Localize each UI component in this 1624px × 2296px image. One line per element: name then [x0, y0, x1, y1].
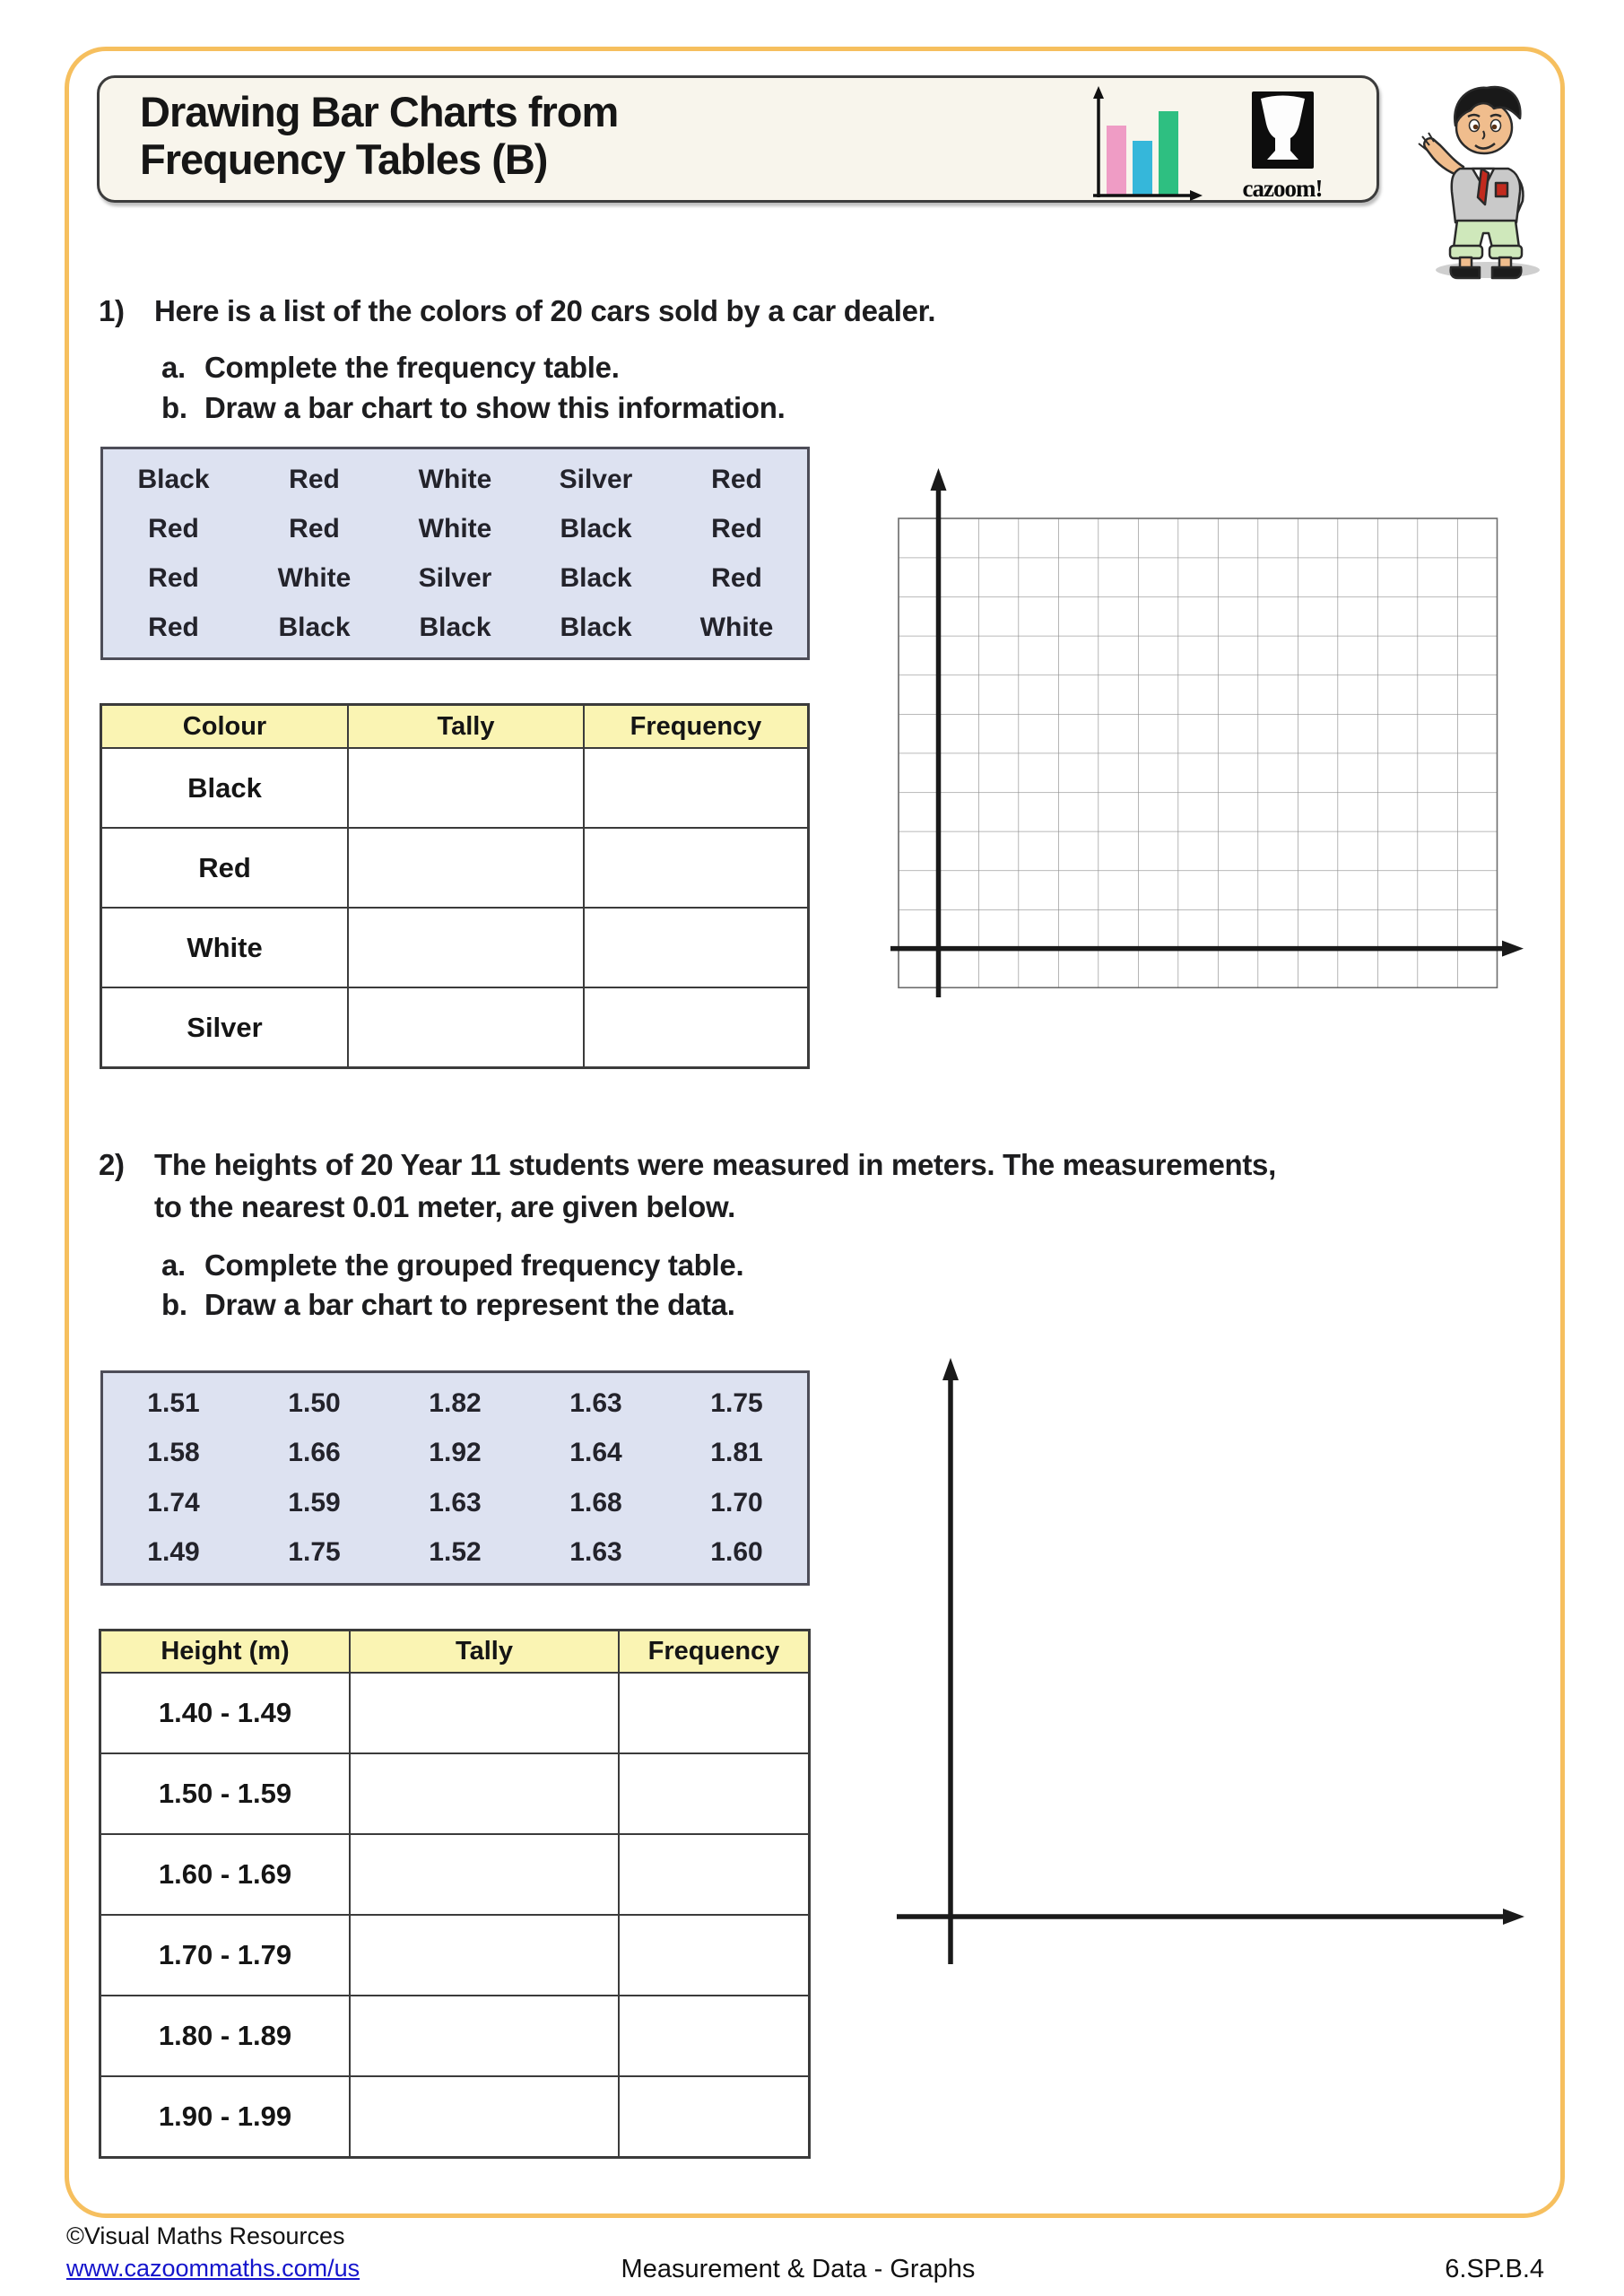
tally-cell	[349, 1754, 618, 1833]
car-color-cell: Silver	[418, 562, 492, 593]
table-header-row	[101, 1631, 808, 1672]
car-color-cell: Red	[711, 562, 762, 593]
row-label: 1.80 - 1.89	[158, 2020, 292, 2051]
q2-part-b-text: Draw a bar chart to represent the data.	[204, 1288, 735, 1321]
height-cell: 1.58	[147, 1438, 200, 1468]
height-cell: 1.50	[288, 1387, 341, 1418]
q1-car-colors-table	[100, 447, 810, 660]
tally-cell	[347, 749, 583, 827]
q2-chart-axes	[888, 1352, 1538, 1980]
height-cell: 1.82	[429, 1387, 482, 1418]
q2-heights-table	[100, 1370, 810, 1586]
height-cell: 1.74	[147, 1487, 200, 1518]
height-cell: 1.75	[710, 1387, 763, 1418]
frequency-cell	[618, 1754, 808, 1833]
frequency-cell	[583, 749, 807, 827]
bar-chart-icon	[1090, 84, 1210, 204]
car-color-cell: White	[418, 464, 492, 494]
frequency-cell	[618, 1835, 808, 1914]
row-label: 1.60 - 1.69	[158, 1858, 292, 1890]
mascot-character	[1401, 79, 1562, 281]
car-color-cell: White	[418, 513, 492, 544]
q2-frequency-table	[99, 1629, 811, 2159]
standard-code: 6.SP.B.4	[1445, 2255, 1544, 2283]
y-axis-arrow	[942, 1358, 959, 1380]
q2-part-b-label: b.	[161, 1288, 187, 1321]
column-header-tally: Tally	[349, 1631, 618, 1672]
height-cell: 1.63	[569, 1387, 622, 1418]
height-cell: 1.63	[429, 1487, 482, 1518]
car-color-cell: Red	[148, 513, 199, 544]
q2-prompt-line2: to the nearest 0.01 meter, are given below.	[154, 1190, 735, 1223]
row-label: 1.40 - 1.49	[158, 1697, 292, 1728]
q1-part-a-text: Complete the frequency table.	[204, 351, 620, 384]
table-row	[103, 1488, 807, 1518]
frequency-cell	[618, 1996, 808, 2075]
row-label: 1.90 - 1.99	[158, 2100, 292, 2132]
tally-cell	[347, 988, 583, 1066]
table-row	[101, 1672, 808, 1752]
row-label: 1.70 - 1.79	[158, 1939, 292, 1970]
column-header-frequency: Frequency	[618, 1631, 808, 1672]
cazoom-wordmark: cazoom!	[1242, 175, 1323, 202]
frequency-cell	[583, 988, 807, 1066]
page-title-line2: Frequency Tables (B)	[140, 135, 548, 183]
table-row	[102, 747, 807, 827]
height-cell: 1.70	[710, 1487, 763, 1518]
x-axis-arrow	[1503, 1909, 1524, 1925]
table-row	[103, 1438, 807, 1468]
column-header-frequency: Frequency	[583, 706, 807, 747]
car-color-cell: White	[699, 612, 774, 642]
height-cell: 1.59	[288, 1487, 341, 1518]
car-color-cell: Black	[560, 513, 632, 544]
table-row	[103, 1388, 807, 1419]
table-row	[101, 1995, 808, 2075]
height-cell: 1.64	[569, 1438, 622, 1468]
x-axis-arrow	[1502, 941, 1524, 957]
car-color-cell: Red	[289, 464, 340, 494]
car-color-cell: Black	[560, 562, 632, 593]
car-color-cell: Black	[137, 464, 210, 494]
q1-frequency-table	[100, 703, 810, 1069]
page-title	[140, 88, 618, 183]
frequency-cell	[618, 1674, 808, 1752]
tally-cell	[347, 909, 583, 987]
row-label: Black	[187, 771, 262, 804]
height-cell: 1.63	[569, 1537, 622, 1568]
frequency-cell	[618, 2077, 808, 2156]
height-cell: 1.81	[710, 1438, 763, 1468]
row-label: White	[187, 931, 263, 963]
table-row	[102, 907, 807, 987]
car-color-cell: Black	[560, 612, 632, 642]
table-row	[101, 1833, 808, 1914]
height-cell: 1.66	[288, 1438, 341, 1468]
q1-number: 1)	[99, 294, 125, 327]
q2-prompt-line1: The heights of 20 Year 11 students were measured in meters. The measurements,	[154, 1148, 1276, 1181]
tally-cell	[349, 1674, 618, 1752]
car-color-cell: Red	[711, 464, 762, 494]
q1-part-b-text: Draw a bar chart to show this information.	[204, 391, 786, 424]
car-color-cell: Red	[148, 612, 199, 642]
table-row	[102, 987, 807, 1066]
height-cell: 1.60	[710, 1537, 763, 1568]
height-cell: 1.75	[288, 1537, 341, 1568]
table-row	[101, 1752, 808, 1833]
table-row	[103, 1537, 807, 1568]
table-row	[103, 514, 807, 544]
tally-cell	[347, 829, 583, 907]
table-row	[103, 613, 807, 643]
height-cell: 1.51	[147, 1387, 200, 1418]
page-title-line1: Drawing Bar Charts from	[140, 88, 619, 135]
car-color-cell: White	[277, 562, 352, 593]
frequency-cell	[583, 909, 807, 987]
row-label: Red	[198, 851, 251, 883]
row-label: 1.50 - 1.59	[158, 1778, 292, 1809]
height-cell: 1.49	[147, 1537, 200, 1568]
q2-part-a-text: Complete the grouped frequency table.	[204, 1248, 744, 1282]
table-header-row	[102, 706, 807, 747]
tally-cell	[349, 2077, 618, 2156]
car-color-cell: Red	[289, 513, 340, 544]
table-row	[101, 2075, 808, 2156]
q1-part-a-label: a.	[161, 351, 186, 384]
car-color-cell: Silver	[559, 464, 633, 494]
q2-part-a-label: a.	[161, 1248, 186, 1282]
website-link[interactable]: www.cazoommaths.com/us	[66, 2255, 360, 2282]
column-header-tally: Tally	[347, 706, 583, 747]
y-axis-arrow	[931, 468, 947, 491]
table-row	[103, 563, 807, 594]
footer-category: Measurement & Data - Graphs	[621, 2255, 976, 2283]
drum-icon	[1252, 91, 1314, 169]
q1-chart-grid	[883, 462, 1538, 1013]
row-label: Silver	[187, 1011, 263, 1043]
car-color-cell: Red	[148, 562, 199, 593]
frequency-cell	[583, 829, 807, 907]
height-cell: 1.68	[569, 1487, 622, 1518]
car-color-cell: Black	[419, 612, 491, 642]
copyright-text: ©Visual Maths Resources	[66, 2222, 345, 2249]
frequency-cell	[618, 1916, 808, 1995]
height-cell: 1.92	[429, 1438, 482, 1468]
table-row	[103, 465, 807, 495]
q2-number: 2)	[99, 1148, 125, 1181]
car-color-cell: Red	[711, 513, 762, 544]
q1-part-b-label: b.	[161, 391, 187, 424]
table-row	[102, 827, 807, 907]
car-color-cell: Black	[278, 612, 351, 642]
tally-cell	[349, 1835, 618, 1914]
cazoom-logo	[1220, 91, 1345, 203]
table-row	[101, 1914, 808, 1995]
grid-area	[899, 518, 1498, 987]
tally-cell	[349, 1916, 618, 1995]
column-header-height: Height (m)	[161, 1637, 290, 1665]
column-header-colour: Colour	[182, 711, 267, 741]
height-cell: 1.52	[429, 1537, 482, 1568]
q1-prompt: Here is a list of the colors of 20 cars sold by a car dealer.	[154, 294, 936, 327]
tally-cell	[349, 1996, 618, 2075]
